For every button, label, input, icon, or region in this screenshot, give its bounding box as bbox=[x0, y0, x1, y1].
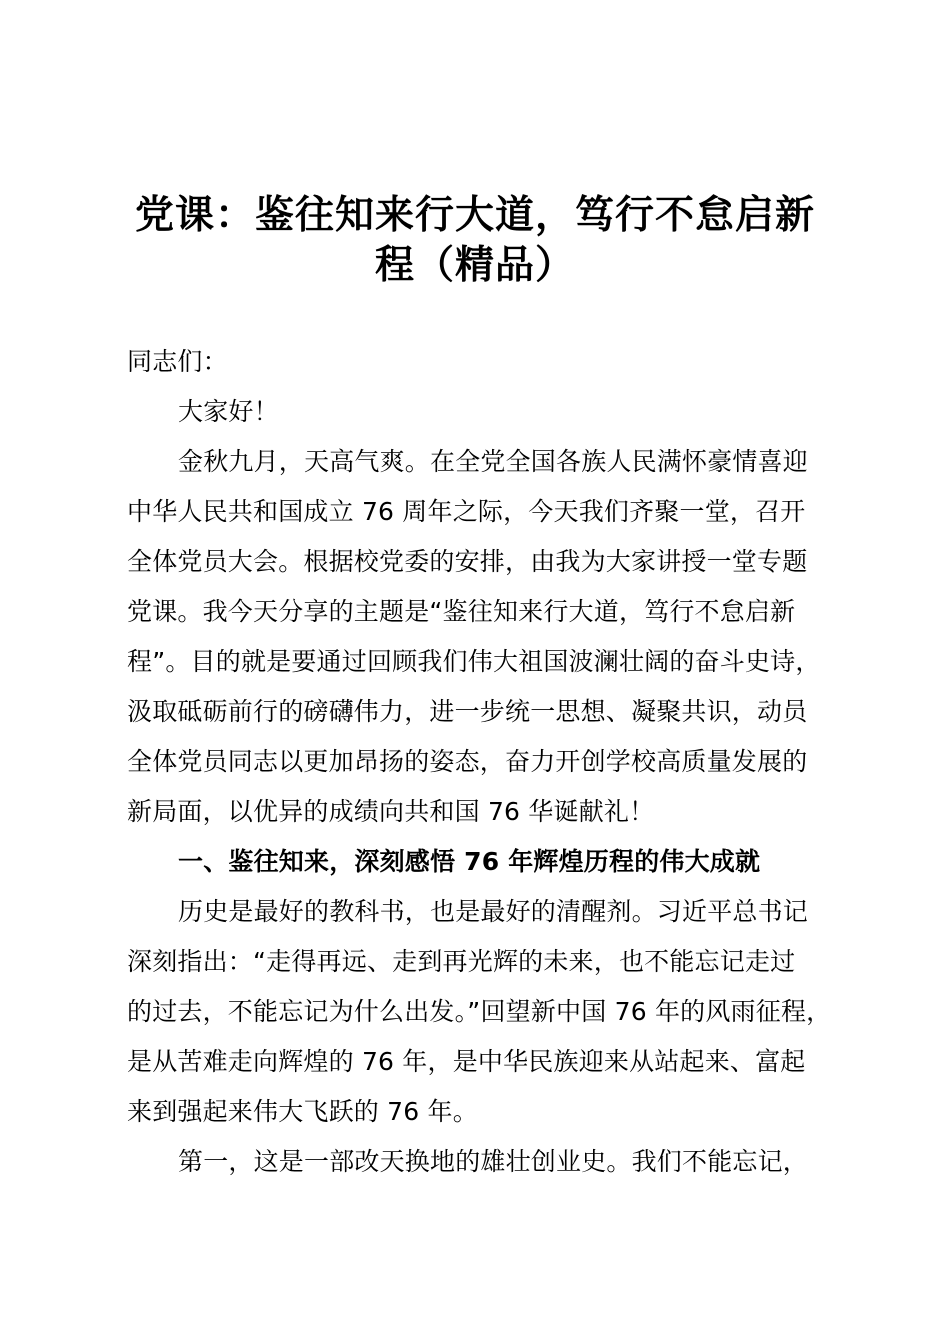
paragraph-line: 来到强起来伟大飞跃的 76 年。 bbox=[127, 1097, 478, 1126]
paragraph-line: 汲取砥砺前行的磅礴伟力，进一步统一思想、凝聚共识，动员 bbox=[127, 697, 808, 726]
paragraph-line: 深刻指出：“走得再远、走到再光辉的未来，也不能忘记走过 bbox=[127, 947, 796, 976]
greeting: 大家好！ bbox=[178, 397, 279, 426]
first-point-line: 第一，这是一部改天换地的雄壮创业史。我们不能忘记， bbox=[178, 1147, 809, 1176]
paragraph-line: 中华人民共和国成立 76 周年之际，今天我们齐聚一堂，召开 bbox=[127, 497, 806, 526]
paragraph-line: 党课。我今天分享的主题是“鉴往知来行大道，笃行不怠启新 bbox=[127, 597, 796, 626]
paragraph-line: 程”。目的就是要通过回顾我们伟大祖国波澜壮阔的奋斗史诗， bbox=[127, 647, 821, 676]
paragraph-line: 的过去，不能忘记为什么出发。”回望新中国 76 年的风雨征程， bbox=[127, 997, 832, 1026]
salutation: 同志们： bbox=[127, 347, 228, 376]
document-title-line-2: 程（精品） bbox=[374, 242, 575, 288]
paragraph-line: 新局面，以优异的成绩向共和国 76 华诞献礼！ bbox=[127, 797, 655, 826]
document-title-line-1: 党课：鉴往知来行大道，笃行不怠启新 bbox=[134, 192, 815, 238]
paragraph-line: 全体党员同志以更加昂扬的姿态，奋力开创学校高质量发展的 bbox=[127, 747, 808, 776]
paragraph-line: 历史是最好的教科书，也是最好的清醒剂。习近平总书记 bbox=[178, 897, 809, 926]
paragraph-line: 是从苦难走向辉煌的 76 年，是中华民族迎来从站起来、富起 bbox=[127, 1047, 806, 1076]
paragraph-line: 金秋九月，天高气爽。在全党全国各族人民满怀豪情喜迎 bbox=[178, 447, 809, 476]
section-heading: 一、鉴往知来，深刻感悟 76 年辉煌历程的伟大成就 bbox=[178, 847, 761, 876]
paragraph-line: 全体党员大会。根据校党委的安排，由我为大家讲授一堂专题 bbox=[127, 547, 808, 576]
